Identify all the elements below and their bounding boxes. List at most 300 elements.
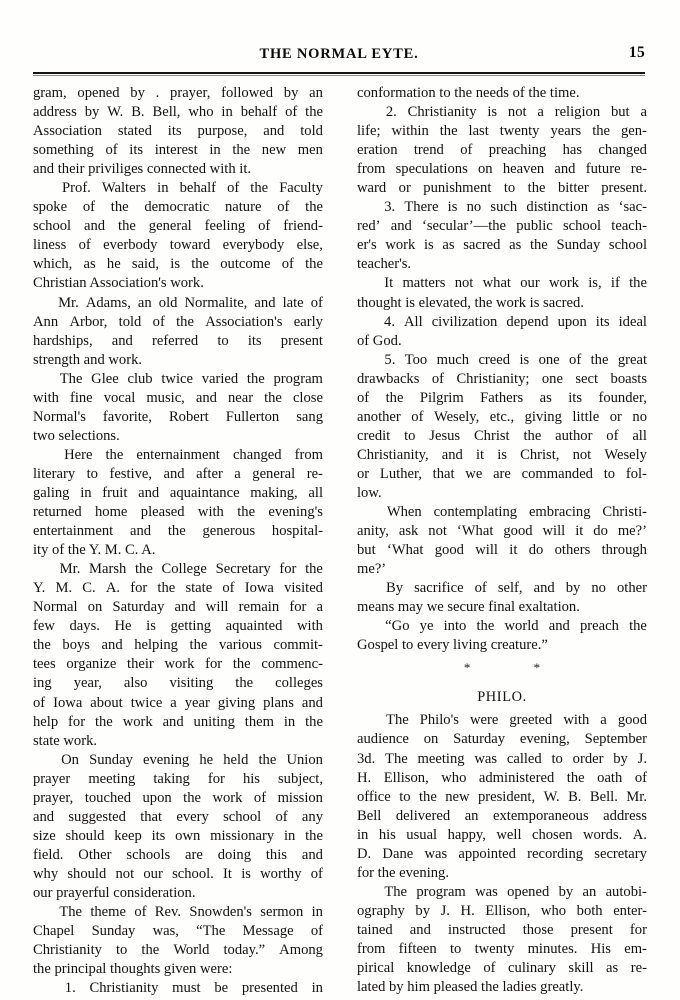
word: A. [632,826,647,843]
word: of [78,237,91,254]
word: the [232,142,251,159]
word: no [591,580,606,597]
word: his [242,770,260,787]
word: J. [440,902,450,919]
word: and [101,637,123,654]
word: Christ, [520,446,560,463]
word: Fathers [480,389,524,406]
word: it [509,542,518,559]
word: it [575,523,584,540]
word: keep [114,827,142,844]
word: prayer [33,770,71,787]
word: touched [84,789,132,806]
word: a [170,694,177,711]
word: feeling [204,218,246,235]
word: ography [357,902,405,919]
text-line [33,713,323,732]
text-line [33,370,323,389]
word: Christianity [89,980,159,997]
word: close [292,389,323,406]
text-line: the principal thoughts given were: [33,961,233,978]
word: is [241,865,251,882]
word: who [441,769,467,786]
word: own [175,827,201,844]
word: religion [554,104,601,121]
word: the [385,389,404,406]
word: to [86,465,98,482]
text-line [33,389,323,408]
word: and [138,484,160,501]
word: to [399,788,411,805]
text-line [357,711,647,730]
word: and [111,332,133,349]
word: life; [357,123,381,140]
word: contemplating [433,504,518,521]
word: It [223,865,232,882]
word: skill [568,960,594,977]
word: festive, [109,465,153,482]
text-line [357,408,647,427]
word: of [411,408,424,425]
word: he [199,751,214,768]
word: of [634,769,647,786]
word: as [442,237,455,254]
word: Message [242,923,294,940]
paragraph-indent [357,274,375,293]
text-line [357,750,647,769]
word: the [439,123,458,140]
word: credit [357,427,391,444]
text-line [357,446,647,465]
word: it [475,446,485,463]
word: was, [152,923,179,940]
word: an [309,85,323,101]
word: friend- [283,218,323,235]
word: home [94,504,128,521]
word: commit- [273,637,323,654]
word: M. [55,580,73,597]
word: upon [142,789,172,806]
word: one [541,370,563,387]
word: changed [598,142,647,159]
word: not [454,275,474,292]
word: as [509,237,522,254]
word: year, [73,675,102,692]
word: re- [630,960,647,977]
word: twenty [474,940,515,957]
word: worthy [260,865,302,882]
word: president, [477,788,536,805]
word: Christianity [407,104,477,121]
word: will [475,542,498,559]
word: the [476,618,495,635]
word: missionary [210,827,275,844]
word: were [469,712,499,729]
word: “The [196,923,226,940]
word: the [305,561,323,578]
word: little [572,408,600,425]
word: to [217,332,229,349]
word: the [110,199,129,216]
word: Sunday [89,751,133,768]
word: boasts [610,370,647,387]
word: “Go [385,618,410,635]
word: school [33,218,72,235]
word: order [572,750,604,767]
word: B. [131,104,145,121]
word: subject, [278,770,323,787]
word: and [390,218,412,235]
word: hospital- [271,523,323,540]
word: fine [69,389,93,406]
word: also [123,675,148,692]
text-line: conformation to the needs of the time. [357,85,580,101]
word: school. [172,865,214,882]
word: self, [497,580,523,597]
text-line [357,902,647,921]
text-line [33,217,323,236]
word: with [563,712,590,729]
word: of [460,142,473,159]
word: W. [107,104,124,121]
word: with [33,389,59,406]
word: meeting [88,770,136,787]
word: the [235,675,254,692]
word: the [94,713,113,730]
section-heading: PHILO. [477,689,527,706]
word: meeting [417,750,465,767]
word: is, [588,275,602,292]
word: program [273,370,323,387]
text-line [33,465,323,484]
word: The [385,750,408,767]
word: prayer, [170,85,211,101]
paragraph-indent [33,179,51,198]
text-line [357,921,647,940]
word: culinary [508,960,556,977]
word: he [106,256,121,273]
word: of [105,142,118,159]
word: Robert [168,408,209,425]
text-line [33,179,323,198]
word: of [33,694,46,711]
word: the [135,561,153,578]
word: oath [597,769,623,786]
word: It [384,275,394,292]
word: years [550,123,582,140]
word: an [582,883,597,900]
paragraph-indent [33,751,51,770]
word: visiting [169,675,214,692]
word: evening's [268,504,323,521]
word: behalf [179,180,217,197]
word: school [223,808,262,825]
word: trend [413,142,444,159]
word: a [316,599,323,616]
word: through [601,542,647,559]
word: the [250,180,269,197]
word: any [301,808,323,825]
word: Pilgrim [419,389,464,406]
word: and [554,161,576,178]
word: year [184,694,210,711]
word: days. [69,618,100,635]
text-line [33,770,323,789]
word: civilization [431,313,498,330]
word: Rev. [154,904,182,921]
word: everybody [222,237,285,254]
word: to [551,750,563,767]
word: Philo's [419,712,459,729]
text-line [33,694,323,713]
word: pirical [357,960,395,977]
word: on [478,161,493,178]
word: founder, [598,389,647,406]
text-line [357,522,647,541]
word: school [562,218,602,235]
word: words. [582,826,623,843]
word: nature [224,199,262,216]
word: in [283,713,296,730]
text-line [357,274,647,293]
word: one [538,351,560,368]
word: are [493,465,511,482]
word: ask [398,523,419,540]
word: On [61,751,79,768]
word: should [67,865,107,882]
word: 2. [385,104,397,121]
word: on [423,731,439,748]
word: few [33,618,55,635]
word: the [566,769,585,786]
word: others [554,542,591,559]
word: autobi- [605,883,647,900]
word: Dane [382,845,414,862]
word: present [570,921,613,938]
word: enter- [613,902,647,919]
word: D. [357,845,372,862]
word: gen- [620,123,647,140]
word: varied [201,370,239,387]
word: in [157,180,169,197]
word: the [33,637,51,654]
header-rule [33,72,645,74]
text-line [33,598,323,617]
word: me?’ [617,523,647,540]
word: who [540,902,567,919]
word: well [496,826,522,843]
word: punishment [423,180,492,197]
word: W. [543,788,560,805]
word: remain [238,599,280,616]
word: to [115,942,128,959]
word: by [283,85,299,101]
word: World [173,942,210,959]
word: into [443,618,467,635]
paragraph-indent [33,370,51,389]
word: is [423,237,434,254]
word: our [520,275,540,292]
word: of [357,389,370,406]
word: plans [263,694,294,711]
word: Fullerton [225,408,280,425]
text-line [33,865,323,884]
text-line [33,903,323,922]
word: Arbor, [69,313,108,330]
word: and [163,465,185,482]
text-line [357,141,647,160]
word: good [617,712,647,729]
word: must [172,980,201,997]
word: with [297,618,323,635]
word: commanded [521,465,593,482]
word: enternainment [136,446,220,463]
word: Wesely [604,446,647,463]
word: for [68,713,86,730]
word: with [197,504,224,521]
word: There [404,199,439,216]
text-line: our prayerful consideration. [33,884,196,901]
word: favorite, [102,408,152,425]
word: and [441,446,463,463]
word: Among [279,942,323,959]
word: Bell. [589,788,618,805]
text-line [33,808,323,827]
word: Jesus [429,427,461,444]
word: do [528,542,544,559]
text-line: ity of the Y. M. C. A. [33,542,156,559]
word: both [576,902,603,919]
word: generous [202,523,256,540]
word: Ann [33,313,59,330]
word: as [606,960,619,977]
word: but [610,104,630,121]
word: making, [250,484,298,501]
word: teach- [611,218,647,235]
publication-title: THE NORMAL EYTE. [259,46,419,62]
word: of [310,923,323,940]
word: anity, [357,523,389,540]
word: held [223,751,249,768]
word: as [597,199,610,216]
word: those [522,921,554,938]
word: great [617,351,647,368]
text-line [33,408,323,427]
word: present. [601,180,647,197]
word: 1. [64,980,76,997]
word: H. [460,902,475,919]
text-line [33,294,323,313]
word: of [281,256,294,273]
word: the [305,713,323,730]
word: B. [568,788,582,805]
word: Secretary [215,561,271,578]
text-line [357,465,647,484]
word: is [497,446,507,463]
word: but [357,542,376,559]
word: and [162,713,184,730]
word: new [261,142,287,159]
word: Christi- [602,504,647,521]
word: Marsh [89,561,127,578]
word: The [59,370,83,387]
word: vocal [103,389,136,406]
word: changed [232,446,282,463]
word: by [84,104,100,121]
word: entertainment [33,523,114,540]
text-line [357,503,647,522]
word: or [357,465,370,482]
word: the [189,637,208,654]
word: for [205,656,223,673]
word: of [569,351,582,368]
word: if [610,275,620,292]
word: followed [221,85,274,101]
word: Chapel [33,923,75,940]
word: Normal [33,599,78,616]
word: commenc- [261,656,323,673]
word: 3d. [357,750,376,767]
word: other [617,580,647,597]
word: program [416,883,466,900]
word: after [196,465,223,482]
word: for [130,580,148,597]
word: aquaintance [169,484,240,501]
word: organize [66,656,117,673]
word: for [629,921,647,938]
paragraph-indent [357,503,375,522]
word: J. [637,750,647,767]
word: today.” [223,942,266,959]
word: from [294,446,323,463]
text-line [33,789,323,808]
word: new [445,788,470,805]
word: drawbacks [357,370,420,387]
word: field. [33,846,64,863]
text-line: low. [357,484,382,501]
text-line: teacher's. [357,256,412,273]
word: in [80,484,92,501]
text-line [33,636,323,655]
word: . [155,85,160,101]
word: twice [161,370,193,387]
word: Saturday [112,599,165,616]
word: audience [357,731,409,748]
text-line [33,846,323,865]
word: future [585,161,621,178]
word: was [474,750,498,767]
word: state [185,580,213,597]
text-line: two selections. [33,427,120,444]
word: preaching [488,142,547,159]
word: in [283,827,296,844]
text-line [357,198,647,217]
word: H. [357,769,372,786]
text-line [357,313,647,332]
text-line [33,484,323,503]
word: about [90,694,123,711]
word: a [537,104,544,121]
word: of [606,427,619,444]
word: 4. [384,313,395,330]
word: the [305,256,323,273]
word: bitter [557,180,589,197]
paragraph-indent [357,617,375,636]
paragraph-indent [33,560,51,579]
word: re- [630,161,647,178]
word: world [504,618,539,635]
word: embracing [528,504,591,521]
